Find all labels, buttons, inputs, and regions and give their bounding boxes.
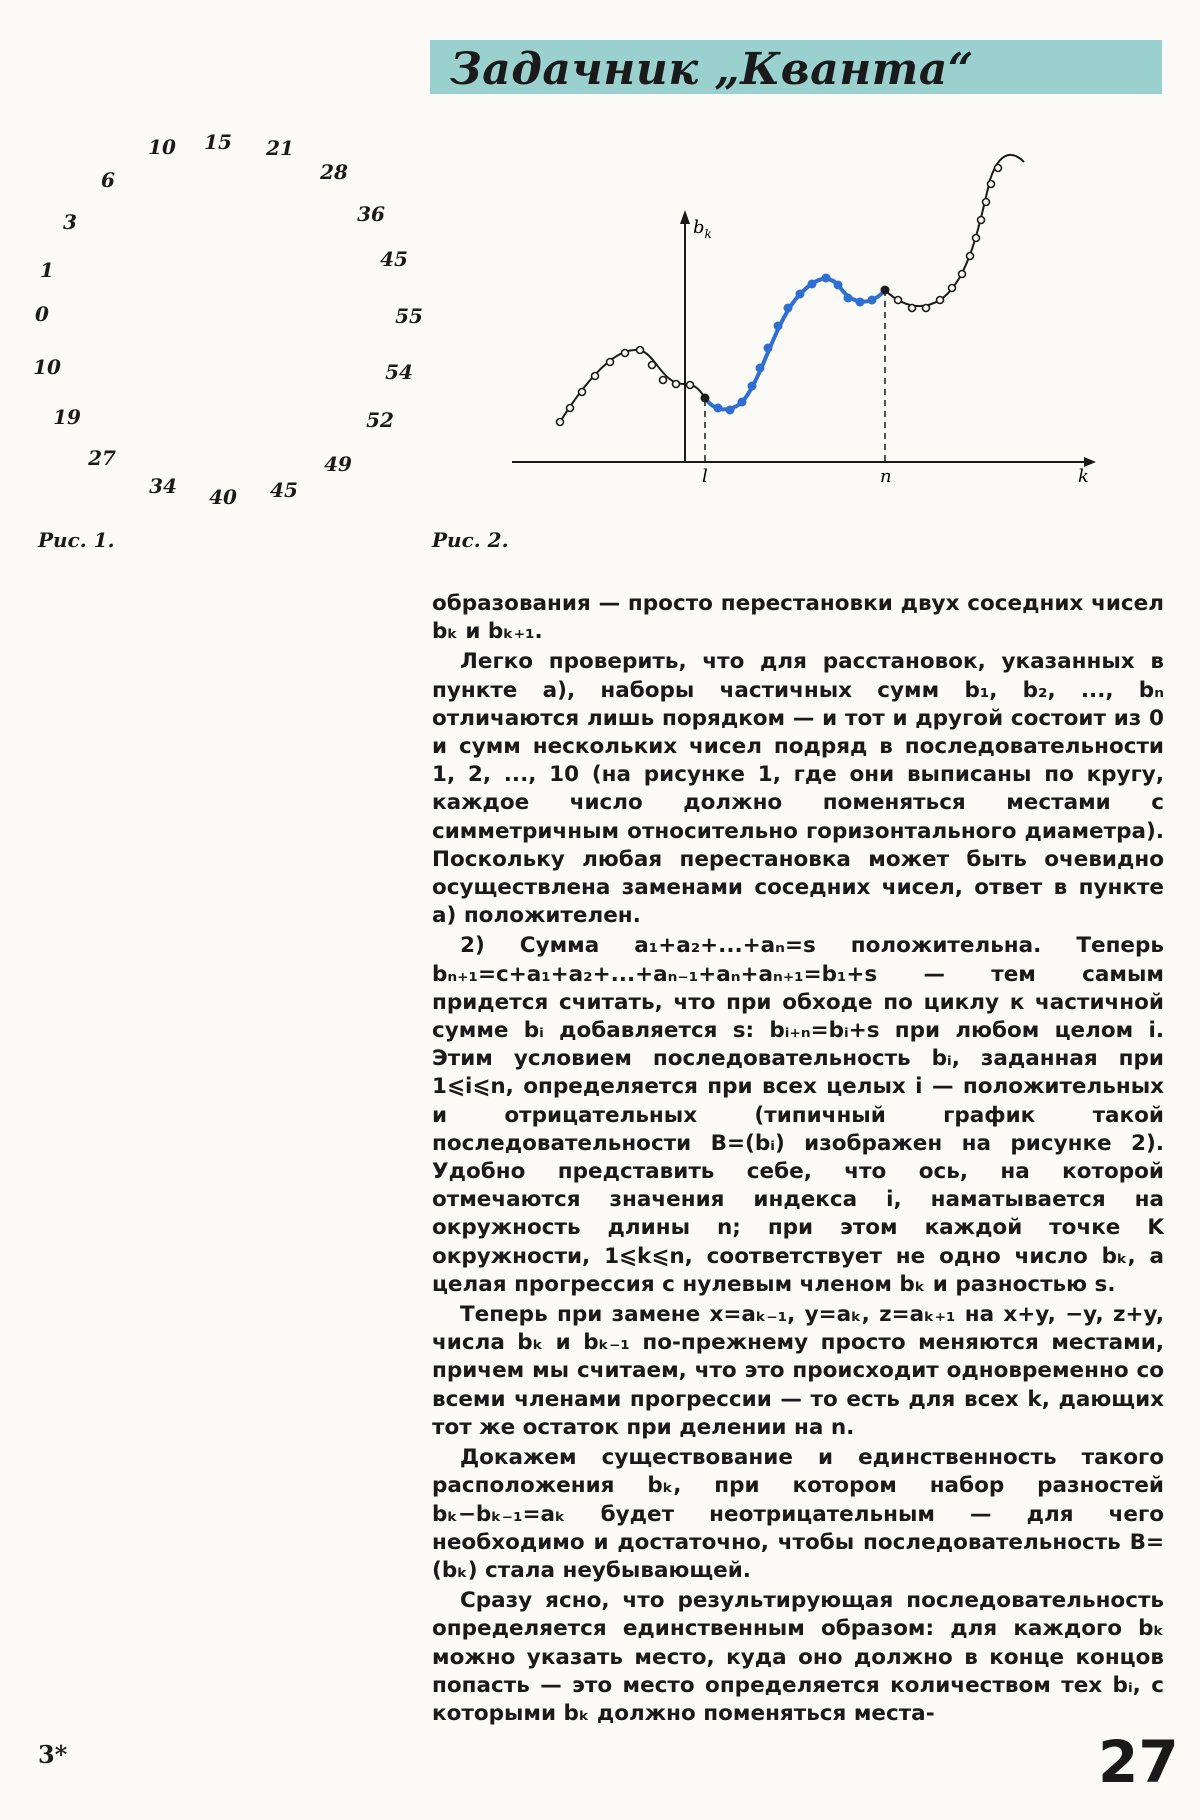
circle-number: 6 — [101, 168, 115, 192]
circle-number: 40 — [209, 485, 237, 509]
paragraph: Теперь при замене x=aₖ₋₁, y=aₖ, z=aₖ₊₁ на x+y, −y, z+y, числа bₖ и bₖ₋₁ по-прежнему просто меняются местами, причем мы считаем, что это происходит одновременно со всеми членами прогрессии — то есть для всех k, дающих тот же остаток при делении на n. — [432, 1302, 1164, 1440]
curve-right — [885, 155, 1024, 306]
figure-2-caption: Рис. 2. — [432, 528, 509, 552]
tick-n-label: n — [880, 466, 892, 487]
header-band — [430, 40, 1162, 94]
paragraph: Легко проверить, что для расстановок, указанных в пункте а), наборы частичных сумм b₁, b₂, ..., bₙ отличаются лишь порядком — и тот и другой состоит из 0 и сумм нескольких чисел подряд в последовательности 1, 2, ..., 10 (на рисунке 1, где они выписаны по кругу, каждое число должно поменяться местами с симметричным относительно горизонтального диаметра). Поскольку любая перестановка может быть очевидно осуществлена заменами соседних чисел, ответ в пункте а) положителен. — [432, 649, 1164, 929]
tick-l-label: l — [702, 466, 708, 487]
circle-number: 54 — [385, 360, 413, 384]
circle-number: 55 — [395, 304, 423, 328]
open-points-right — [895, 165, 1002, 312]
circle-number: 27 — [88, 446, 116, 470]
figure-2 — [500, 140, 1100, 500]
circle-number: 28 — [320, 160, 348, 184]
circle-number: 45 — [270, 478, 298, 502]
circle-number: 52 — [366, 408, 394, 432]
circle-number: 10 — [33, 355, 61, 379]
circle-number: 45 — [380, 247, 408, 271]
curve-left — [560, 350, 705, 422]
sheet-mark: 3* — [38, 1740, 68, 1769]
figure-1 — [0, 100, 440, 520]
circle-number: 21 — [266, 136, 294, 160]
circle-number: 49 — [324, 452, 352, 476]
figure-1-caption: Рис. 1. — [38, 528, 115, 552]
x-axis-label: k — [1078, 466, 1089, 487]
circle-number: 0 — [35, 302, 49, 326]
article-body — [432, 590, 1164, 1730]
circle-number: 3 — [63, 210, 77, 234]
circle-number: 34 — [149, 474, 177, 498]
page-number: 27 — [1098, 1728, 1179, 1796]
open-points-left — [557, 347, 694, 426]
paragraph: 2) Сумма a₁+a₂+...+aₙ=s положительна. Теперь bₙ₊₁=c+a₁+a₂+...+aₙ₋₁+aₙ+aₙ₊₁=b₁+s — тем самым придется считать, что при обходе по циклу к частичной сумме bᵢ добавляется s: bᵢ₊ₙ=bᵢ+s при любом целом i. Этим условием последовательность bᵢ, заданная при 1⩽i⩽n, определяется при всех целых i — положительных и отрицательных (типичный график такой последовательности B=(bᵢ) изображен на рисунке 2). Удобно представить себе, что ось, на которой отмечаются значения индекса i, наматывается на окружность длины n; при этом каждой точке K окружности, 1⩽k⩽n, соответствует не одно число bₖ, а целая прогрессия с нулевым членом bₖ и разностью s. — [432, 933, 1164, 1297]
circle-number: 1 — [40, 258, 54, 282]
circle-number: 36 — [357, 202, 385, 226]
circle-number: 10 — [148, 135, 176, 159]
paragraph: Докажем существование и единственность такого расположения bₖ, при котором набор разностей bₖ−bₖ₋₁=aₖ будет неотрицательным — для чего необходимо и достаточно, чтобы последовательность B=(bₖ) стала неубывающей. — [432, 1445, 1164, 1583]
y-axis-arrow-icon — [680, 210, 690, 224]
section-title: Задачник „Кванта“ — [450, 44, 974, 95]
circle-number: 15 — [204, 130, 232, 154]
paragraph: Сразу ясно, что результирующая последовательность определяется единственным образом: для каждого bₖ можно указать место, куда оно должно в конце концов попасть — это место определяется количеством тех bᵢ, с которыми bₖ должно поменяться места- — [432, 1588, 1164, 1726]
circle-number: 19 — [53, 405, 81, 429]
y-axis-label: $b_k$ — [693, 217, 712, 241]
filled-points — [701, 274, 890, 415]
paragraph: образования — просто перестановки двух соседних чисел bₖ и bₖ₊₁. — [432, 591, 1164, 645]
